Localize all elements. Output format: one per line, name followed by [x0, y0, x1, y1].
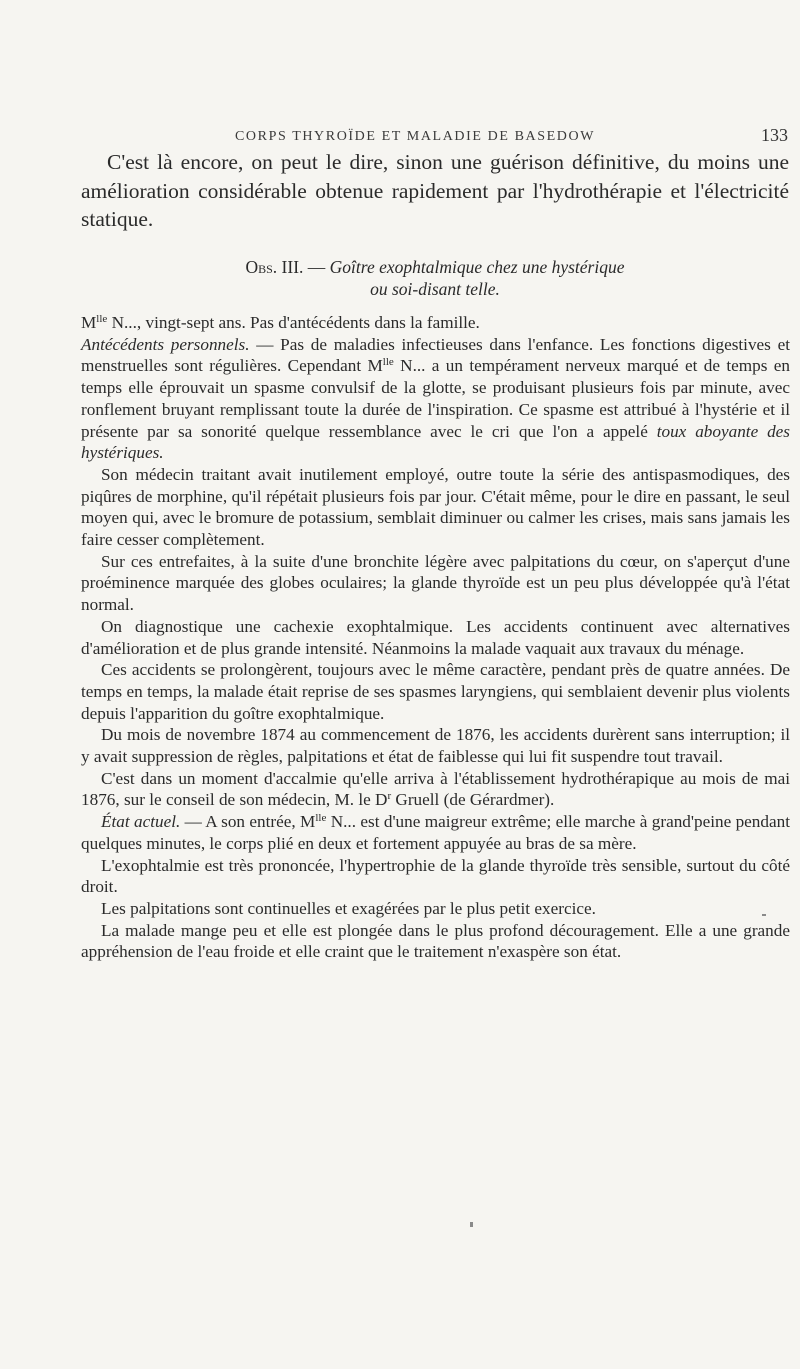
paragraph-3: Son médecin traitant avait inutilement employé, outre toute la série des antispasmodiques, des piqûres de morphine, qu'il répétait plusieurs fois par jour. C'était même, pour le dire en passant, le seul moyen qui, avec le bromure de potassium, semblait diminuer ou calmer les crises, mais sans jamais les faire cesser complètement.	[81, 464, 790, 550]
paper-speck	[470, 1222, 473, 1227]
observation-label: Obs. III.	[245, 257, 304, 277]
observation-heading-line-2	[80, 278, 790, 300]
p2-sup: lle	[382, 356, 394, 369]
p9-text-b: N... est d'une maigreur extrême; elle marche à grand'peine pendant quelques minutes, le corps plié en deux et fortement appuyée au bras de sa mère.	[81, 812, 790, 853]
observation-heading-line-1	[80, 256, 790, 278]
p2-text-a: — Pas de maladies infectieuses dans l'enfance. Les fonctions digestives et menstruelles sont régulières. Cependant M	[81, 334, 790, 376]
page-header	[100, 125, 788, 147]
p8-sup: r	[387, 790, 392, 803]
p8-text-a: C'est dans un moment d'accalmie qu'elle arriva à l'établissement hydrothérapique au mois de mai 1876, sur le conseil de son médecin, M. le D	[81, 768, 790, 810]
p2-italic: Antécédents personnels.	[81, 334, 250, 354]
paragraph-8	[81, 768, 790, 811]
paragraph-patient	[81, 312, 790, 334]
paragraph-6: Ces accidents se prolongèrent, toujours avec le même caractère, pendant près de quatre années. De temps en temps, la malade était reprise de ses spasmes laryngiens, qui semblaient devenir plus violents depuis l'apparition du goître exophtalmique.	[81, 660, 790, 723]
paragraph-11: Les palpitations sont continuelles et exagérées par le plus petit exercice.	[101, 898, 596, 918]
paragraph-5: On diagnostique une cachexie exophtalmique. Les accidents continuent avec alternatives d'amélioration et de plus grande intensité. Néanmoins la malade vaquait aux travaux du ménage.	[81, 616, 790, 658]
p1-sup: lle	[96, 313, 108, 325]
paragraph-7: Du mois de novembre 1874 au commencement de 1876, les accidents durèrent sans interruption; il y avait suppression de règles, palpitations et état de faiblesse qui lui fit suspendre tout travail.	[81, 725, 790, 767]
p2-text-b: N... a un tempérament nerveux marqué et de temps en temps elle éprouvait un spasme convulsif de la glotte, se produisant plusieurs fois par minute, avec ronflement bruyant remplissant toute la durée de l'inspiration. Ce spasme est attribué à l'hystérie et il présente par sa sonorité quelque ressemblance avec le cri que l'on a appelé	[81, 356, 790, 441]
paragraph-etat-actuel	[81, 811, 790, 854]
observation-body	[81, 312, 790, 963]
paragraph-4: Sur ces entrefaites, à la suite d'une bronchite légère avec palpitations du cœur, on s'aperçut d'une proéminence marquée des globes oculaires; la glande thyroïde est un peu plus développée qu'à l'état normal.	[81, 551, 790, 615]
observation-heading	[80, 256, 790, 300]
page-number: 133	[761, 125, 788, 145]
p8-text-b: Gruell (de Gérardmer).	[391, 790, 555, 810]
paragraph-antecedents	[81, 334, 790, 464]
p2-italic-end: toux aboyante des hystériques.	[81, 421, 790, 463]
p1-title: M	[81, 313, 97, 332]
observation-dash: —	[303, 257, 330, 277]
paper-speck	[762, 914, 766, 916]
p1-text: N..., vingt-sept ans. Pas d'antécédents dans la famille.	[107, 313, 480, 332]
observation-title-1: Goître exophtalmique chez une hystérique	[329, 257, 625, 277]
p9-italic: État actuel.	[101, 812, 181, 832]
p9-sup: lle	[315, 812, 327, 825]
p9-text-a: — A son entrée, M	[180, 812, 316, 832]
observation-title-2: ou soi-disant telle.	[370, 279, 500, 299]
paragraph-10: L'exophtalmie est très prononcée, l'hypertrophie de la glande thyroïde très sensible, surtout du côté droit.	[81, 855, 790, 897]
paragraph-12: La malade mange peu et elle est plongée dans le plus profond découragement. Elle a une grande appréhension de l'eau froide et elle craint que le traitement n'exaspère son état.	[81, 920, 790, 962]
running-title: CORPS THYROÏDE ET MALADIE DE BASEDOW	[234, 129, 596, 144]
intro-text: C'est là encore, on peut le dire, sinon une guérison définitive, du moins une amélioration considérable obtenue rapidement par l'hydrothérapie et l'électricité statique.	[81, 150, 789, 231]
intro-paragraph	[81, 148, 789, 234]
